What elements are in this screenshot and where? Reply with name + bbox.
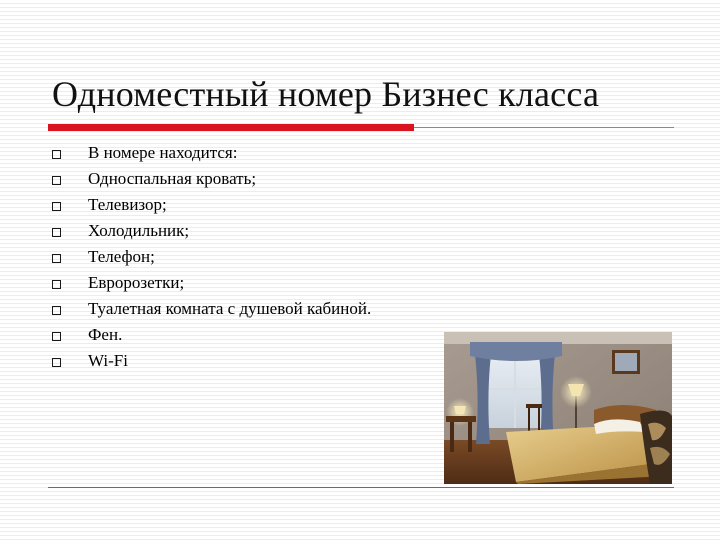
list-item-text: Евророзетки; xyxy=(88,273,185,292)
hollow-square-bullet-icon xyxy=(52,358,61,367)
hollow-square-bullet-icon xyxy=(52,176,61,185)
list-item-text: Фен. xyxy=(88,325,123,344)
list-item-text: Туалетная комната с душевой кабиной. xyxy=(88,299,372,318)
hotel-room-photo xyxy=(444,332,672,484)
list-item-text: Холодильник; xyxy=(88,221,190,240)
list-item-text: Телефон; xyxy=(88,247,155,266)
hollow-square-bullet-icon xyxy=(52,228,61,237)
bottom-divider-line xyxy=(48,487,674,488)
hollow-square-bullet-icon xyxy=(52,280,61,289)
hollow-square-bullet-icon xyxy=(52,254,61,263)
list-item-text: Wi-Fi xyxy=(88,351,128,370)
title-accent-bar xyxy=(48,124,414,131)
list-item-text: Телевизор; xyxy=(88,195,167,214)
hollow-square-bullet-icon xyxy=(52,150,61,159)
slide-title: Одноместный номер Бизнес класса xyxy=(52,74,600,114)
hollow-square-bullet-icon xyxy=(52,202,61,211)
title-divider-line xyxy=(414,127,674,128)
list-item-text: Односпальная кровать; xyxy=(88,169,257,188)
list-item-text: В номере находится: xyxy=(88,143,238,162)
hollow-square-bullet-icon xyxy=(52,306,61,315)
hollow-square-bullet-icon xyxy=(52,332,61,341)
